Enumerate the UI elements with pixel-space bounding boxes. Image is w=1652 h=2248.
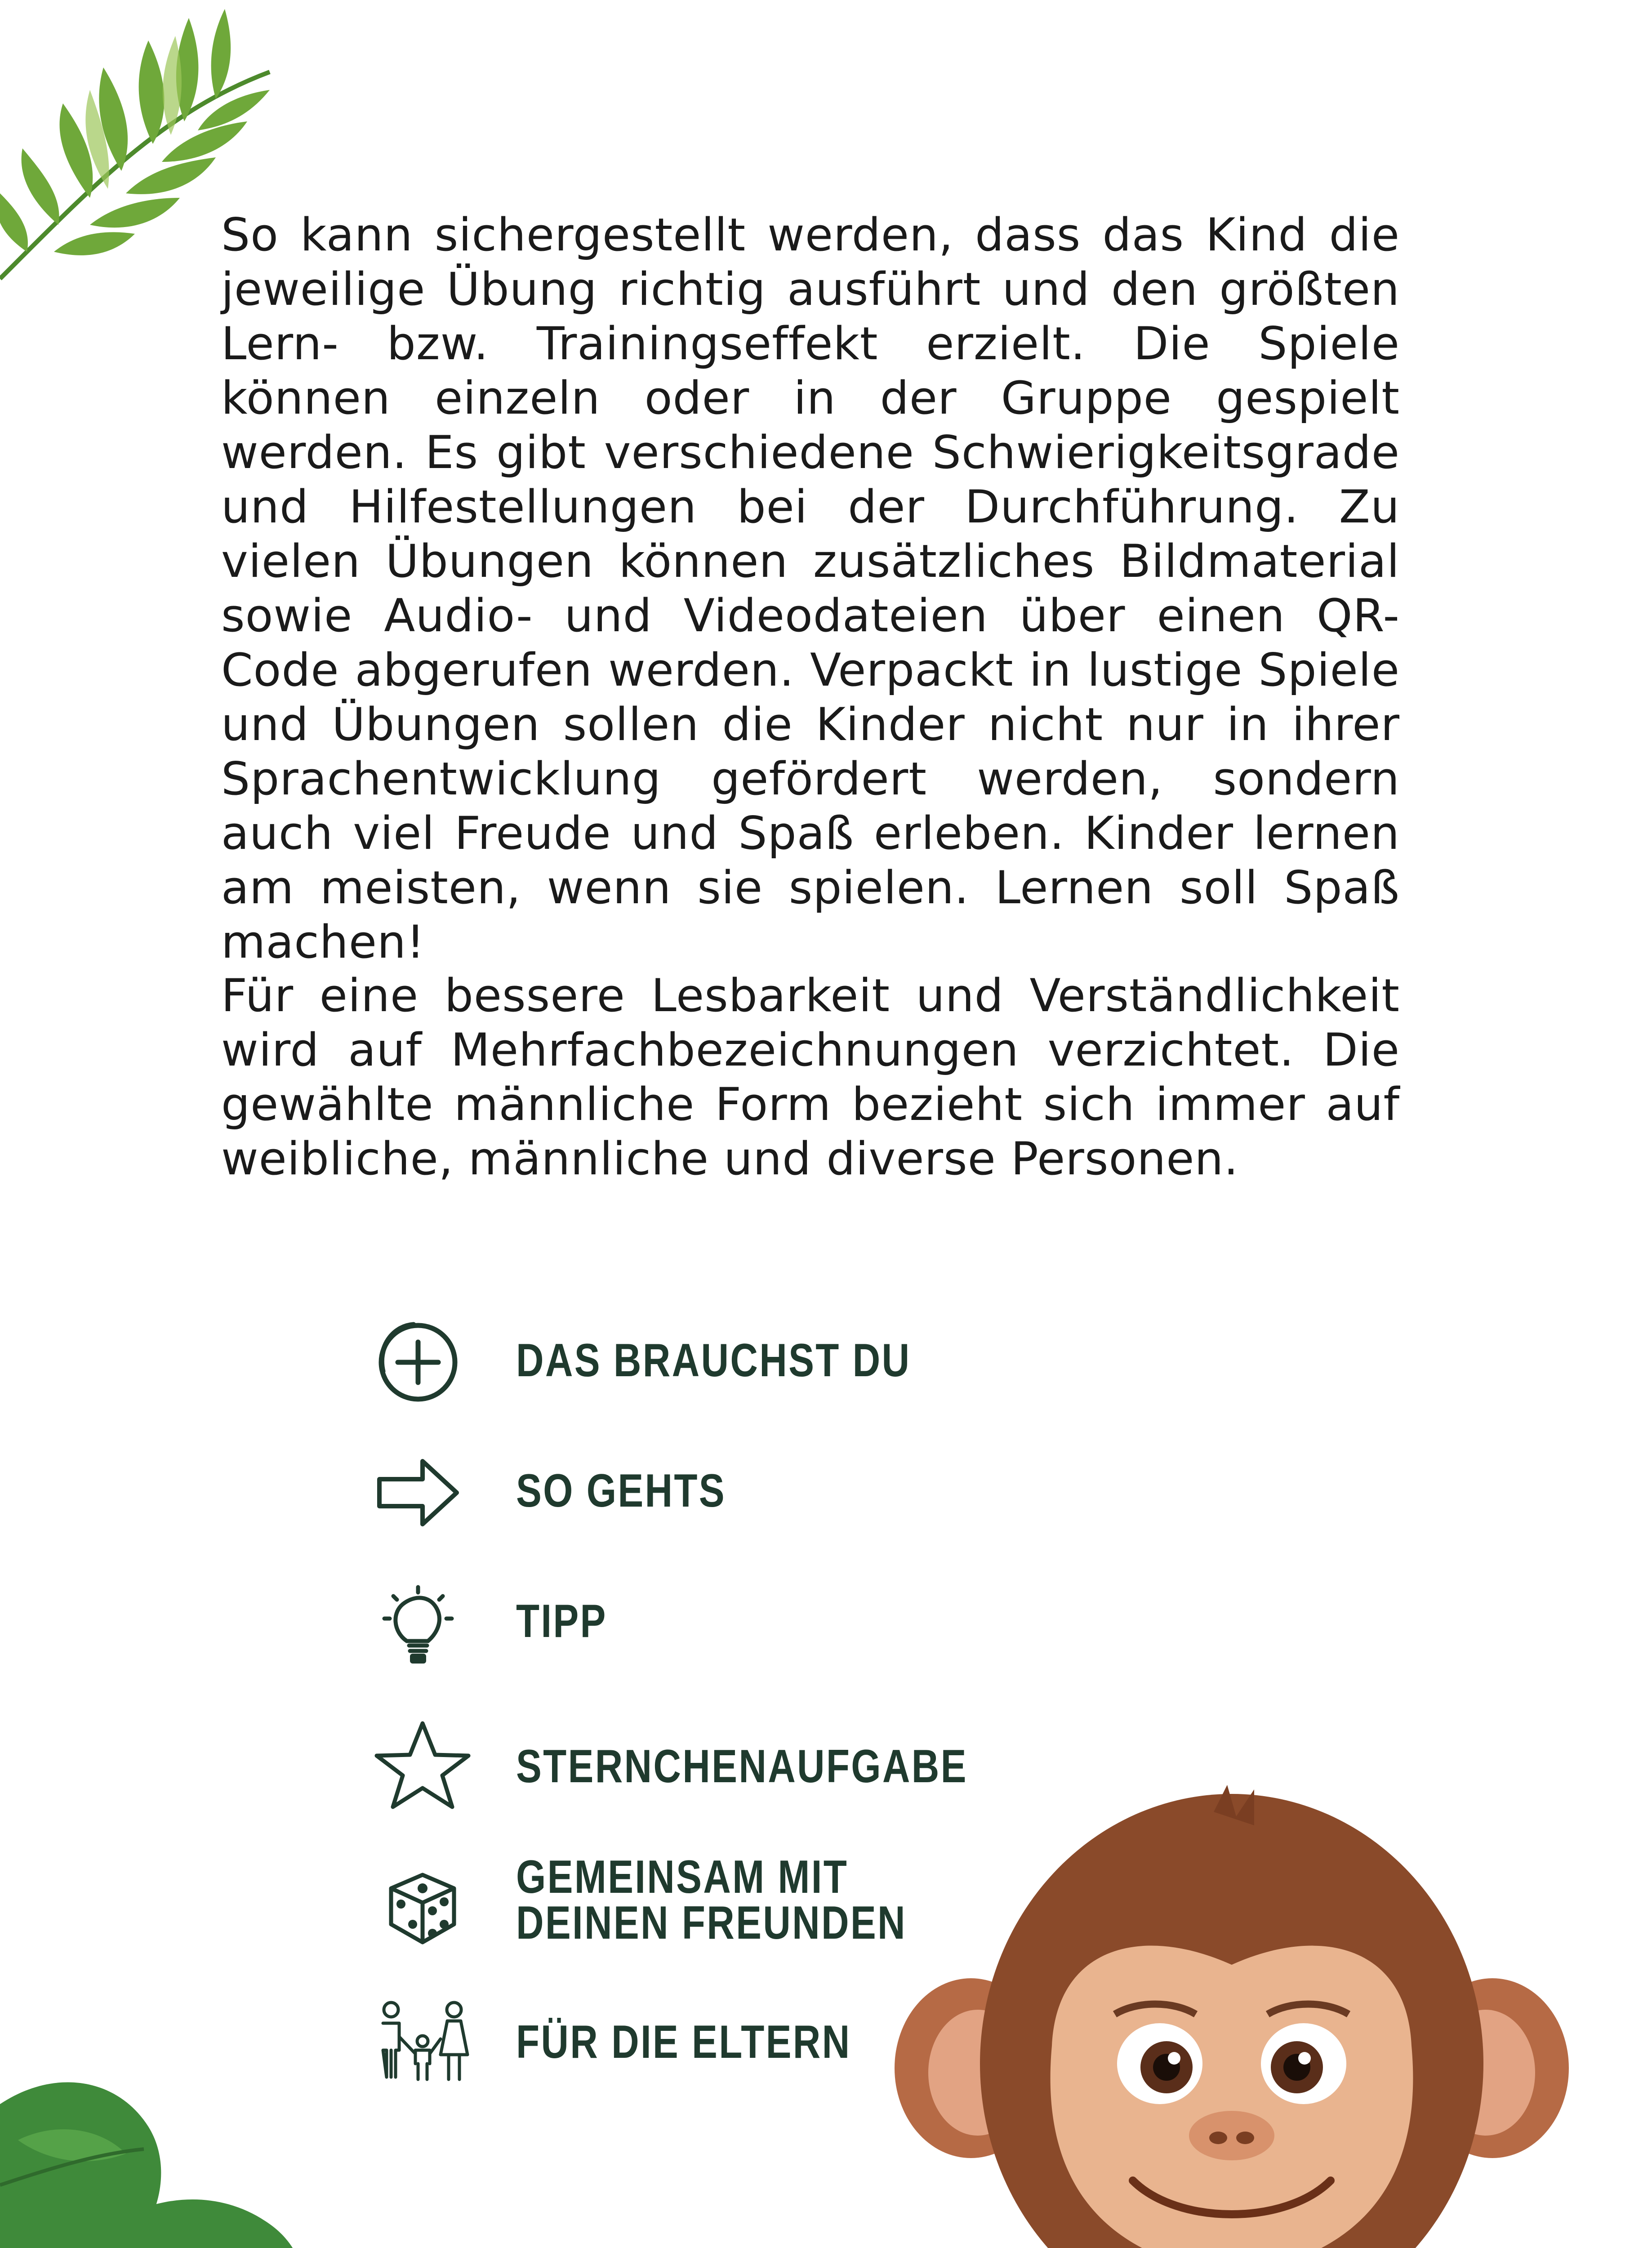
monkey-illustration bbox=[683, 1776, 1652, 2248]
legend-label: STERNCHENAUFGABE bbox=[516, 1740, 968, 1793]
body-paragraph-1: So kann sichergestellt werden, dass das Kind die jeweilige Übung richtig ausführt und den größten Lern- bzw. Trainingseffekt erzielt. Die Spiele können einzeln oder in der Gruppe gespielt werden. Es gibt verschiedene Schwierigkeitsgrade und Hilfestellungen bei der Durchführung. Zu vielen Übungen können zusätzliches Bildmaterial sowie Audio- und Videodateien über einen QR-Code abgerufen werden. Verpackt in lustige Spiele und Übungen sollen die Kinder nicht nur in ihrer Sprachentwicklung gefördert werden, sondern auch viel Freude und Spaß erleben. Kinder lernen am meisten, wenn sie spielen. Lernen soll Spaß machen! bbox=[221, 208, 1400, 968]
arrow-right-icon bbox=[373, 1448, 463, 1538]
legend-item-tipp bbox=[373, 1578, 1002, 1682]
legend-label: SO GEHTS bbox=[516, 1465, 726, 1517]
legend-label-line-2: DEINEN FREUNDEN bbox=[516, 1897, 907, 1949]
plus-circle-icon bbox=[373, 1317, 463, 1407]
monstera-leaf-bottom-left-illustration bbox=[0, 2050, 324, 2248]
lightbulb-icon bbox=[373, 1578, 463, 1668]
dice-icon bbox=[373, 1861, 463, 1951]
legend-label-line-1: GEMEINSAM MIT bbox=[516, 1851, 849, 1903]
body-paragraph-2: Für eine bessere Lesbarkeit und Verständlichkeit wird auf Mehrfachbezeichnungen verzichtet. Die gewählte männliche Form bezieht sich immer auf weibliche, männliche und diverse Personen. bbox=[221, 969, 1400, 1185]
legend-label: TIPP bbox=[516, 1595, 607, 1647]
family-icon bbox=[373, 1996, 463, 2086]
legend-label: DAS BRAUCHST DU bbox=[516, 1334, 911, 1387]
legend-item-so-gehts bbox=[373, 1448, 1002, 1551]
star-icon bbox=[373, 1720, 463, 1810]
legend-label: FÜR DIE ELTERN bbox=[516, 2016, 851, 2068]
legend-item-das-brauchst-du bbox=[373, 1317, 1002, 1421]
